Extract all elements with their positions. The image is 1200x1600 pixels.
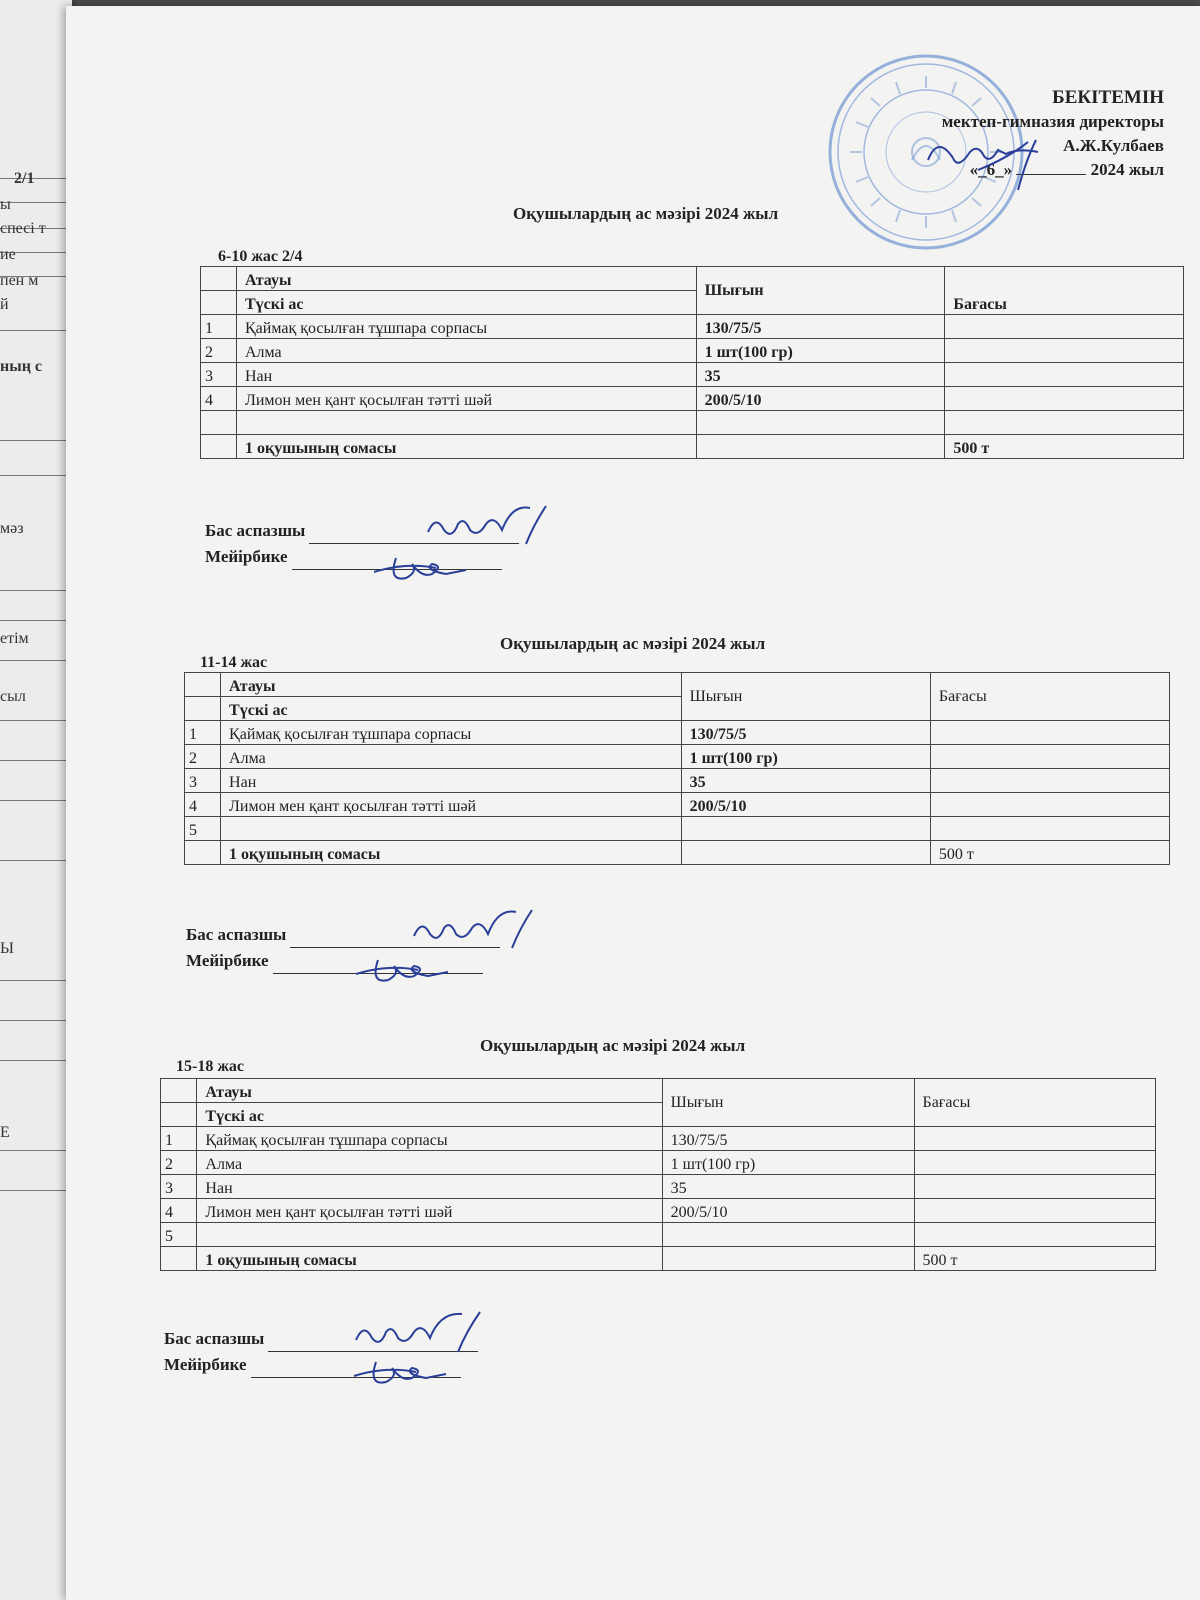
age-group: 15-18 жас [176,1058,245,1075]
meal-label: Түскі ас [197,1103,662,1127]
age-group: 6-10 жас 2/4 [218,248,303,265]
table-row: 3 Нан 35 [161,1175,1156,1199]
chef-signature [418,500,568,550]
chef-label: Бас аспазшы [186,925,287,944]
table-row: 3 Нан 35 [185,769,1170,793]
table-row: 3 Нан 35 [201,363,1184,387]
total-value: 500 т [914,1247,1155,1271]
nurse-label: Мейірбике [164,1355,247,1374]
nurse-label: Мейірбике [186,951,269,970]
menu-table [184,672,1170,865]
total-label: 1 оқушының сомасы [236,435,696,459]
menu-table [160,1078,1156,1271]
meal-label: Түскі ас [236,291,696,315]
column-header-cost: Шығын [696,267,945,315]
nurse-signature [348,950,458,990]
underlying-page [0,0,72,1600]
back-fragment: пен м [0,272,39,289]
column-header-name: Атауы [236,267,696,291]
back-fragment: 2/1 [14,170,35,187]
chef-label: Бас аспазшы [164,1329,265,1348]
table-row: 4 Лимон мен қант қосылған тәтті шәй 200/5/10 [185,793,1170,817]
back-fragment: ие [0,246,16,263]
table-row: 4 Лимон мен қант қосылған тәтті шәй 200/5/10 [161,1199,1156,1223]
table-row: 1 Қаймақ қосылған тұшпара сорпасы 130/75/5 [161,1127,1156,1151]
back-fragment: етім [0,630,29,647]
total-value: 500 т [945,435,1184,459]
table-row: 4 Лимон мен қант қосылған тәтті шәй 200/5/10 [201,387,1184,411]
back-fragment: Е [0,1124,10,1141]
back-fragment: ы [0,196,11,213]
back-fragment: ның с [0,358,43,375]
menu-title: Оқушылардың ас мәзірі 2024 жыл [513,204,779,223]
table-row [201,411,1184,435]
table-row: 2 Алма 1 шт(100 гр) [201,339,1184,363]
nurse-signature [366,548,476,588]
approval-name: А.Ж.Кулбаев [1063,136,1164,155]
column-header-price: Бағасы [945,267,1184,315]
approval-date-day: «_6_» [969,160,1013,179]
chef-label: Бас аспазшы [205,521,306,540]
menu-table [200,266,1184,459]
back-fragment: й [0,296,9,313]
nurse-label: Мейірбике [205,547,288,566]
nurse-signature [346,1352,456,1392]
chef-signature [346,1306,506,1358]
table-row: 5 [185,817,1170,841]
table-row: 2 Алма 1 шт(100 гр) [161,1151,1156,1175]
column-header-cost: Шығын [681,673,930,721]
total-label: 1 оқушының сомасы [197,1247,662,1271]
director-signature [918,130,1088,200]
age-group: 11-14 жас [200,654,268,671]
back-fragment: сыл [0,688,26,705]
back-fragment: мәз [0,520,24,537]
approval-heading: БЕКІТЕМІН [1052,87,1164,108]
total-value: 500 т [930,841,1169,865]
total-label: 1 оқушының сомасы [221,841,682,865]
table-row: 2 Алма 1 шт(100 гр) [185,745,1170,769]
table-row: 5 [161,1223,1156,1247]
chef-signature [404,904,554,954]
approval-position: мектеп-гимназия директоры [941,112,1164,131]
back-fragment: Ы [0,940,14,957]
table-row: 1 Қаймақ қосылған тұшпара сорпасы 130/75/5 [201,315,1184,339]
column-header-cost: Шығын [662,1079,914,1127]
meal-label: Түскі ас [221,697,682,721]
table-row: 1 Қаймақ қосылған тұшпара сорпасы 130/75/5 [185,721,1170,745]
menu-title: Оқушылардың ас мәзірі 2024 жыл [480,1036,746,1055]
column-header-price: Бағасы [914,1079,1155,1127]
approval-date-year: 2024 жыл [1090,160,1164,179]
column-header-price: Бағасы [930,673,1169,721]
back-fragment: спесі т [0,220,46,237]
column-header-name: Атауы [221,673,682,697]
menu-title: Оқушылардың ас мәзірі 2024 жыл [500,634,766,653]
column-header-name: Атауы [197,1079,662,1103]
